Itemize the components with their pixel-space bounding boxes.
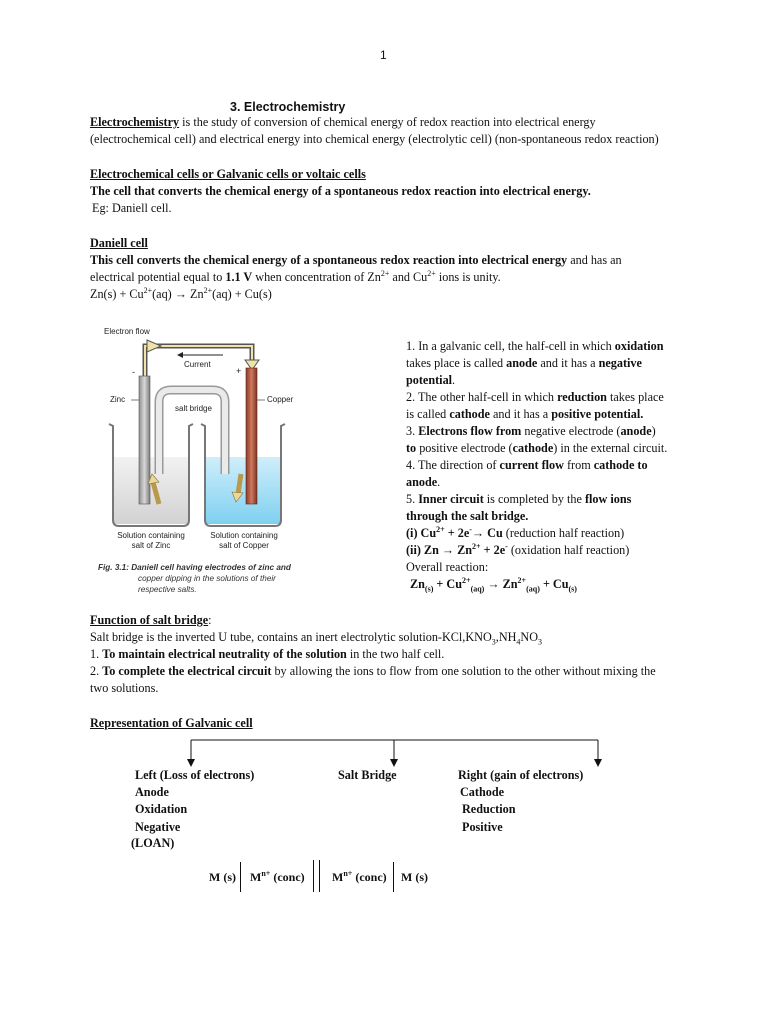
intro-paragraph (90, 114, 659, 148)
left-anode: Anode (135, 785, 169, 799)
intro-term: Electrochemistry (90, 115, 180, 129)
point-3-line2: to positive electrode (cathode) in the external circuit. (406, 441, 668, 455)
notation-left-metal: M (s) (209, 870, 236, 884)
point-4-line1: 4. The direction of current flow from cathode to (406, 458, 648, 472)
representation-heading: Representation of Galvanic cell (90, 716, 253, 730)
phase-boundary-right (393, 862, 394, 892)
salt-bridge-line3: 2. To complete the electrical circuit by allowing the ions to flow from one solution to the other without mixing the (90, 664, 656, 678)
salt-bridge-bar-1 (313, 860, 314, 892)
notation-right-metal: M (s) (401, 870, 428, 884)
label-solution-zinc: Solution containing salt of Zinc (117, 531, 185, 550)
right-cathode: Cathode (460, 785, 505, 799)
point-5-line2: through the salt bridge. (406, 509, 529, 523)
label-plus: + (236, 366, 242, 376)
page-title: 3. Electrochemistry (230, 100, 346, 114)
daniell-heading: Daniell cell (90, 236, 148, 250)
left-oxidation: Oxidation (135, 802, 188, 816)
zinc-electrode (139, 376, 150, 504)
daniell-line2: electrical potential equal to 1.1 V when concentration of $Zn^{2+}$ and $Cu^{2+}$ ions is unity. (90, 268, 501, 284)
figure-caption: Fig. 3.1: Daniell cell having electrodes of zinc and copper dipping in the solutions of their respective salts. (98, 563, 291, 594)
daniell-equation: $Zn(s) + Cu^{2+}(aq) \to Zn^{2+}(aq) + Cu(s)$ (90, 285, 272, 301)
label-minus: - (132, 367, 135, 377)
point-2-line1: 2. The other half-cell in which reduction takes place (406, 390, 664, 404)
arrow-right (594, 759, 602, 767)
label-electron-flow: Electron flow (104, 327, 150, 336)
salt-bridge-line2: 1. To maintain electrical neutrality of the solution in the two half cell. (90, 647, 445, 661)
arrow-left (187, 759, 195, 767)
daniell-cell-diagram (95, 322, 325, 532)
label-current: Current (184, 360, 211, 369)
daniell-def-rest: and has an (567, 253, 622, 267)
salt-bridge-bar-2 (319, 860, 320, 892)
point-4-line2: anode. (406, 475, 441, 489)
intro-line2: (electrochemical cell) and electrical energy into chemical energy (electrolytic cell) (non-spontaneous redox reaction) (90, 132, 659, 146)
point-1-line3: potential. (406, 373, 456, 387)
label-copper: Copper (267, 395, 294, 404)
galvanic-example: Eg: Daniell cell. (92, 201, 172, 215)
copper-electrode (246, 368, 257, 504)
galvanic-points (406, 338, 706, 593)
salt-bridge-label: Salt Bridge (338, 768, 397, 782)
notation-left-ion: $M^{n+}$ (conc) (250, 869, 305, 884)
daniell-def-bold: This cell converts the chemical energy of a spontaneous redox reaction into electrical energy (90, 253, 568, 267)
salt-bridge-heading: Function of salt bridge (90, 613, 209, 627)
point-1-line2: takes place is called anode and it has a negative (406, 356, 642, 370)
galvanic-definition: The cell that converts the chemical energy of a spontaneous redox reaction into electrical energy. (90, 184, 591, 198)
left-electrode-label: Left (Loss of electrons) (135, 768, 255, 782)
point-1-line1: 1. In a galvanic cell, the half-cell in which oxidation (406, 339, 664, 353)
salt-bridge-line4: two solutions. (90, 681, 159, 695)
left-loan: (LOAN) (131, 836, 175, 850)
arrow-middle (390, 759, 398, 767)
galvanic-section (90, 166, 591, 217)
intro-line1: is the study of conversion of chemical energy of redox reaction into electrical energy (179, 115, 596, 129)
right-positive: Positive (462, 820, 503, 834)
point-2-line2: is called cathode and it has a positive potential. (406, 407, 644, 421)
daniell-section (90, 235, 622, 303)
reduction-half-reaction: (i) $Cu^{2+} + 2e^-\to Cu$ (reduction half reaction) (406, 524, 625, 540)
label-solution-copper: Solution containing salt of Copper (210, 531, 278, 550)
right-electrode-label: Right (gain of electrons) (458, 768, 584, 782)
overall-reaction-label: Overall reaction: (406, 560, 489, 574)
page-number: 1 (380, 48, 387, 62)
galvanic-heading: Electrochemical cells or Galvanic cells or voltaic cells (90, 167, 366, 181)
label-salt-bridge: salt bridge (175, 404, 212, 413)
representation-tree-lines (0, 732, 768, 772)
point-5-line1: 5. Inner circuit is completed by the flow ions (406, 492, 632, 506)
salt-bridge-line1: Salt bridge is the inverted U tube, contains an inert electrolytic solution-$KCl,KNO_3,NH_4NO_3$ (90, 630, 543, 647)
electron-flow-arrow (147, 340, 161, 352)
phase-boundary-left (240, 862, 241, 892)
salt-bridge-section: Function of salt bridge: Salt bridge is the inverted U tube, contains an inert electrolytic solution-$KCl,KNO_3,NH_4NO_3$ 1. To maintain electrical neutrality of the solution in the two half cell. 2. To complete the electrical circuit by allowing the ions to flow from one solution to the other without mixing the two solutions. (90, 613, 656, 695)
left-negative: Negative (135, 820, 181, 834)
right-reduction: Reduction (462, 802, 516, 816)
overall-reaction: $Zn_{(s)} + Cu^{2+}_{(aq)} \to Zn^{2+}_{(aq)} + Cu_{(s)}$ (410, 575, 577, 594)
label-zinc: Zinc (110, 395, 126, 404)
oxidation-half-reaction: (ii) $Zn \to Zn^{2+} + 2e^-$ (oxidation half reaction) (406, 541, 630, 557)
notation-right-ion: $M^{n+}$ (conc) (332, 869, 387, 884)
point-3-line1: 3. Electrons flow from negative electrode (anode) (406, 424, 656, 438)
